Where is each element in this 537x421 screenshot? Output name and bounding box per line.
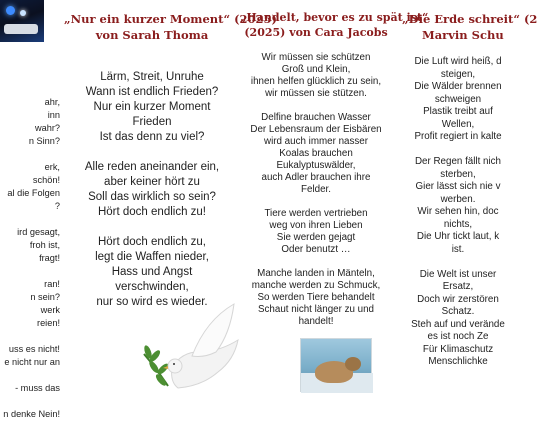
poem-line: uss es nicht!	[8, 344, 60, 354]
poem-line: Soll das wirklich so sein?	[88, 191, 216, 203]
poem-title-line: „Handelt, bevor es zu spät ist“	[240, 11, 429, 24]
poem-line: Tiere werden vertrieben	[264, 208, 368, 219]
poem-line: Die Luft wird heiß, d	[414, 56, 502, 67]
dove-icon	[142, 290, 242, 400]
poem-line: Schatz.	[441, 306, 475, 317]
stanza-gap	[3, 395, 60, 408]
poem-line: Frieden	[132, 116, 172, 128]
poem-line: Die Wälder brennen	[414, 81, 502, 92]
poem-line: Der Lebensraum der Eisbären	[250, 124, 382, 135]
poem-line: Plastik treibt auf	[423, 106, 493, 117]
poem-column-partial-left	[0, 0, 64, 419]
poem-line: Eukalyptuswälder,	[276, 160, 356, 171]
poem-line: Hass und Angst	[111, 266, 193, 278]
poem-author-line: Marvin Schu	[422, 28, 504, 42]
stanza-gap	[3, 369, 60, 382]
poem-line: Koalas brauchen	[279, 148, 353, 159]
stanza-gap	[3, 265, 60, 278]
poem-line: verschwinden,	[115, 281, 189, 293]
poem-line: manche werden zu Schmuck,	[251, 280, 381, 291]
poem-line: Die Welt ist unser	[419, 268, 497, 280]
poem-line: ird gesagt,	[17, 227, 60, 237]
poem-line: Groß und Klein,	[281, 64, 351, 75]
poem-line: ahr,	[44, 97, 60, 107]
poem-line: Menschlichke	[428, 356, 488, 367]
poem-line: Manche landen in Mänteln,	[257, 268, 375, 279]
poem-title-line: „Die Erde schreit“ (2	[402, 12, 537, 26]
poem-line: nichts,	[443, 218, 473, 230]
poem-column-sarah-thoma	[64, 0, 277, 400]
poem-column-partial-right	[392, 0, 537, 400]
stanza-gap	[64, 145, 240, 160]
poem-line: Wir müssen sie schützen	[261, 52, 371, 63]
poem-title	[240, 11, 429, 40]
poem-line: Profit regiert in kalte	[414, 131, 502, 142]
poem-text	[64, 70, 240, 310]
poem-line: auch Adler brauchen ihre	[261, 172, 371, 183]
poem-line: Wir sehen hin, doc	[417, 206, 499, 217]
poem-line: al die Folgen	[7, 188, 60, 198]
poem-line: Alle reden aneinander ein,	[84, 161, 220, 173]
poem-author-line: (2025) von Cara Jacobs	[244, 25, 388, 39]
poem-line: wird auch immer nasser	[264, 136, 368, 147]
poem-column-cara-jacobs	[240, 0, 429, 400]
poem-line: Wellen,	[441, 118, 475, 130]
poem-line: Sie werden gejagt	[276, 232, 356, 243]
poem-author-line: von Sarah Thoma	[95, 28, 209, 42]
poem-title	[402, 11, 537, 43]
poem-line: Der Regen fällt nich	[414, 156, 502, 167]
poem-line: Gier lässt sich nie v	[415, 181, 501, 192]
poem-line: weg von ihren Lieben	[269, 220, 363, 231]
poem-line: Oder benutzt …	[281, 244, 351, 255]
poem-line: nur so wird es wieder.	[96, 296, 208, 308]
poem-title	[64, 11, 277, 43]
poem-line: n sein?	[30, 292, 60, 302]
poem-line: werben.	[440, 193, 476, 205]
poem-text	[398, 56, 518, 369]
poem-line: schweigen	[434, 93, 482, 105]
poem-line: e nicht nur an	[4, 357, 60, 367]
poem-line: reien!	[37, 318, 60, 328]
stanza-gap	[240, 100, 392, 112]
poem-line: froh ist,	[29, 240, 60, 250]
police-car-photo	[0, 0, 44, 42]
poem-line: wahr?	[34, 123, 60, 133]
poem-line: Steh auf und verände	[411, 318, 505, 330]
poem-line: es ist noch Ze	[427, 331, 489, 342]
poem-line: steigen,	[440, 68, 476, 80]
poem-line: legt die Waffen nieder,	[95, 251, 209, 263]
poem-line: n Sinn?	[28, 136, 60, 146]
poem-line: erk,	[44, 162, 60, 172]
stanza-gap	[240, 196, 392, 208]
stanza-gap	[240, 256, 392, 268]
poem-line: ihnen helfen glücklich zu sein,	[250, 76, 382, 87]
stanza-gap	[3, 330, 60, 343]
poem-line: Felder.	[301, 184, 331, 195]
poem-line: Wann ist endlich Frieden?	[85, 86, 219, 98]
poem-line: Ersatz,	[442, 281, 474, 292]
poem-text	[3, 96, 60, 421]
poem-line: sterben,	[440, 168, 476, 180]
stanza-gap	[398, 256, 518, 269]
stanza-gap	[3, 148, 60, 161]
poem-line: fragt!	[39, 253, 60, 263]
stanza-gap	[3, 213, 60, 226]
poem-line: Doch wir zerstören	[417, 293, 499, 305]
poem-line: Schaut nicht länger zu und	[257, 304, 374, 315]
poem-line: wir müssen sie stützen.	[265, 88, 367, 99]
poem-line: Nur ein kurzer Moment	[93, 101, 211, 113]
poem-line: Für Klimaschutz	[422, 343, 494, 355]
poem-title-line: „Nur ein kurzer Moment“ (2025)	[64, 12, 277, 26]
poem-text	[240, 52, 392, 328]
poem-line: ?	[54, 201, 60, 211]
poem-line: - muss das	[15, 383, 60, 393]
poem-line: werk	[40, 305, 60, 315]
poem-line: ran!	[44, 279, 60, 289]
stanza-gap	[398, 144, 518, 157]
poem-line: Hört doch endlich zu!	[97, 206, 207, 218]
stanza-gap	[64, 220, 240, 235]
poem-line: aber keiner hört zu	[104, 176, 200, 188]
poem-line: n denke Nein!	[3, 409, 60, 419]
bear-photo	[300, 338, 372, 392]
poem-line: ist.	[451, 243, 465, 255]
poem-line: Hört doch endlich zu,	[97, 236, 207, 248]
poem-line: So werden Tiere behandelt	[257, 292, 375, 303]
poem-line: schön!	[32, 175, 60, 185]
poem-line: Lärm, Streit, Unruhe	[100, 71, 204, 83]
poem-line: Delfine brauchen Wasser	[261, 112, 371, 123]
poem-line: inn	[47, 110, 60, 120]
poem-line: Die Uhr tickt laut, k	[416, 231, 500, 242]
poem-line: Ist das denn zu viel?	[99, 131, 205, 143]
poem-line: handelt!	[298, 316, 334, 327]
